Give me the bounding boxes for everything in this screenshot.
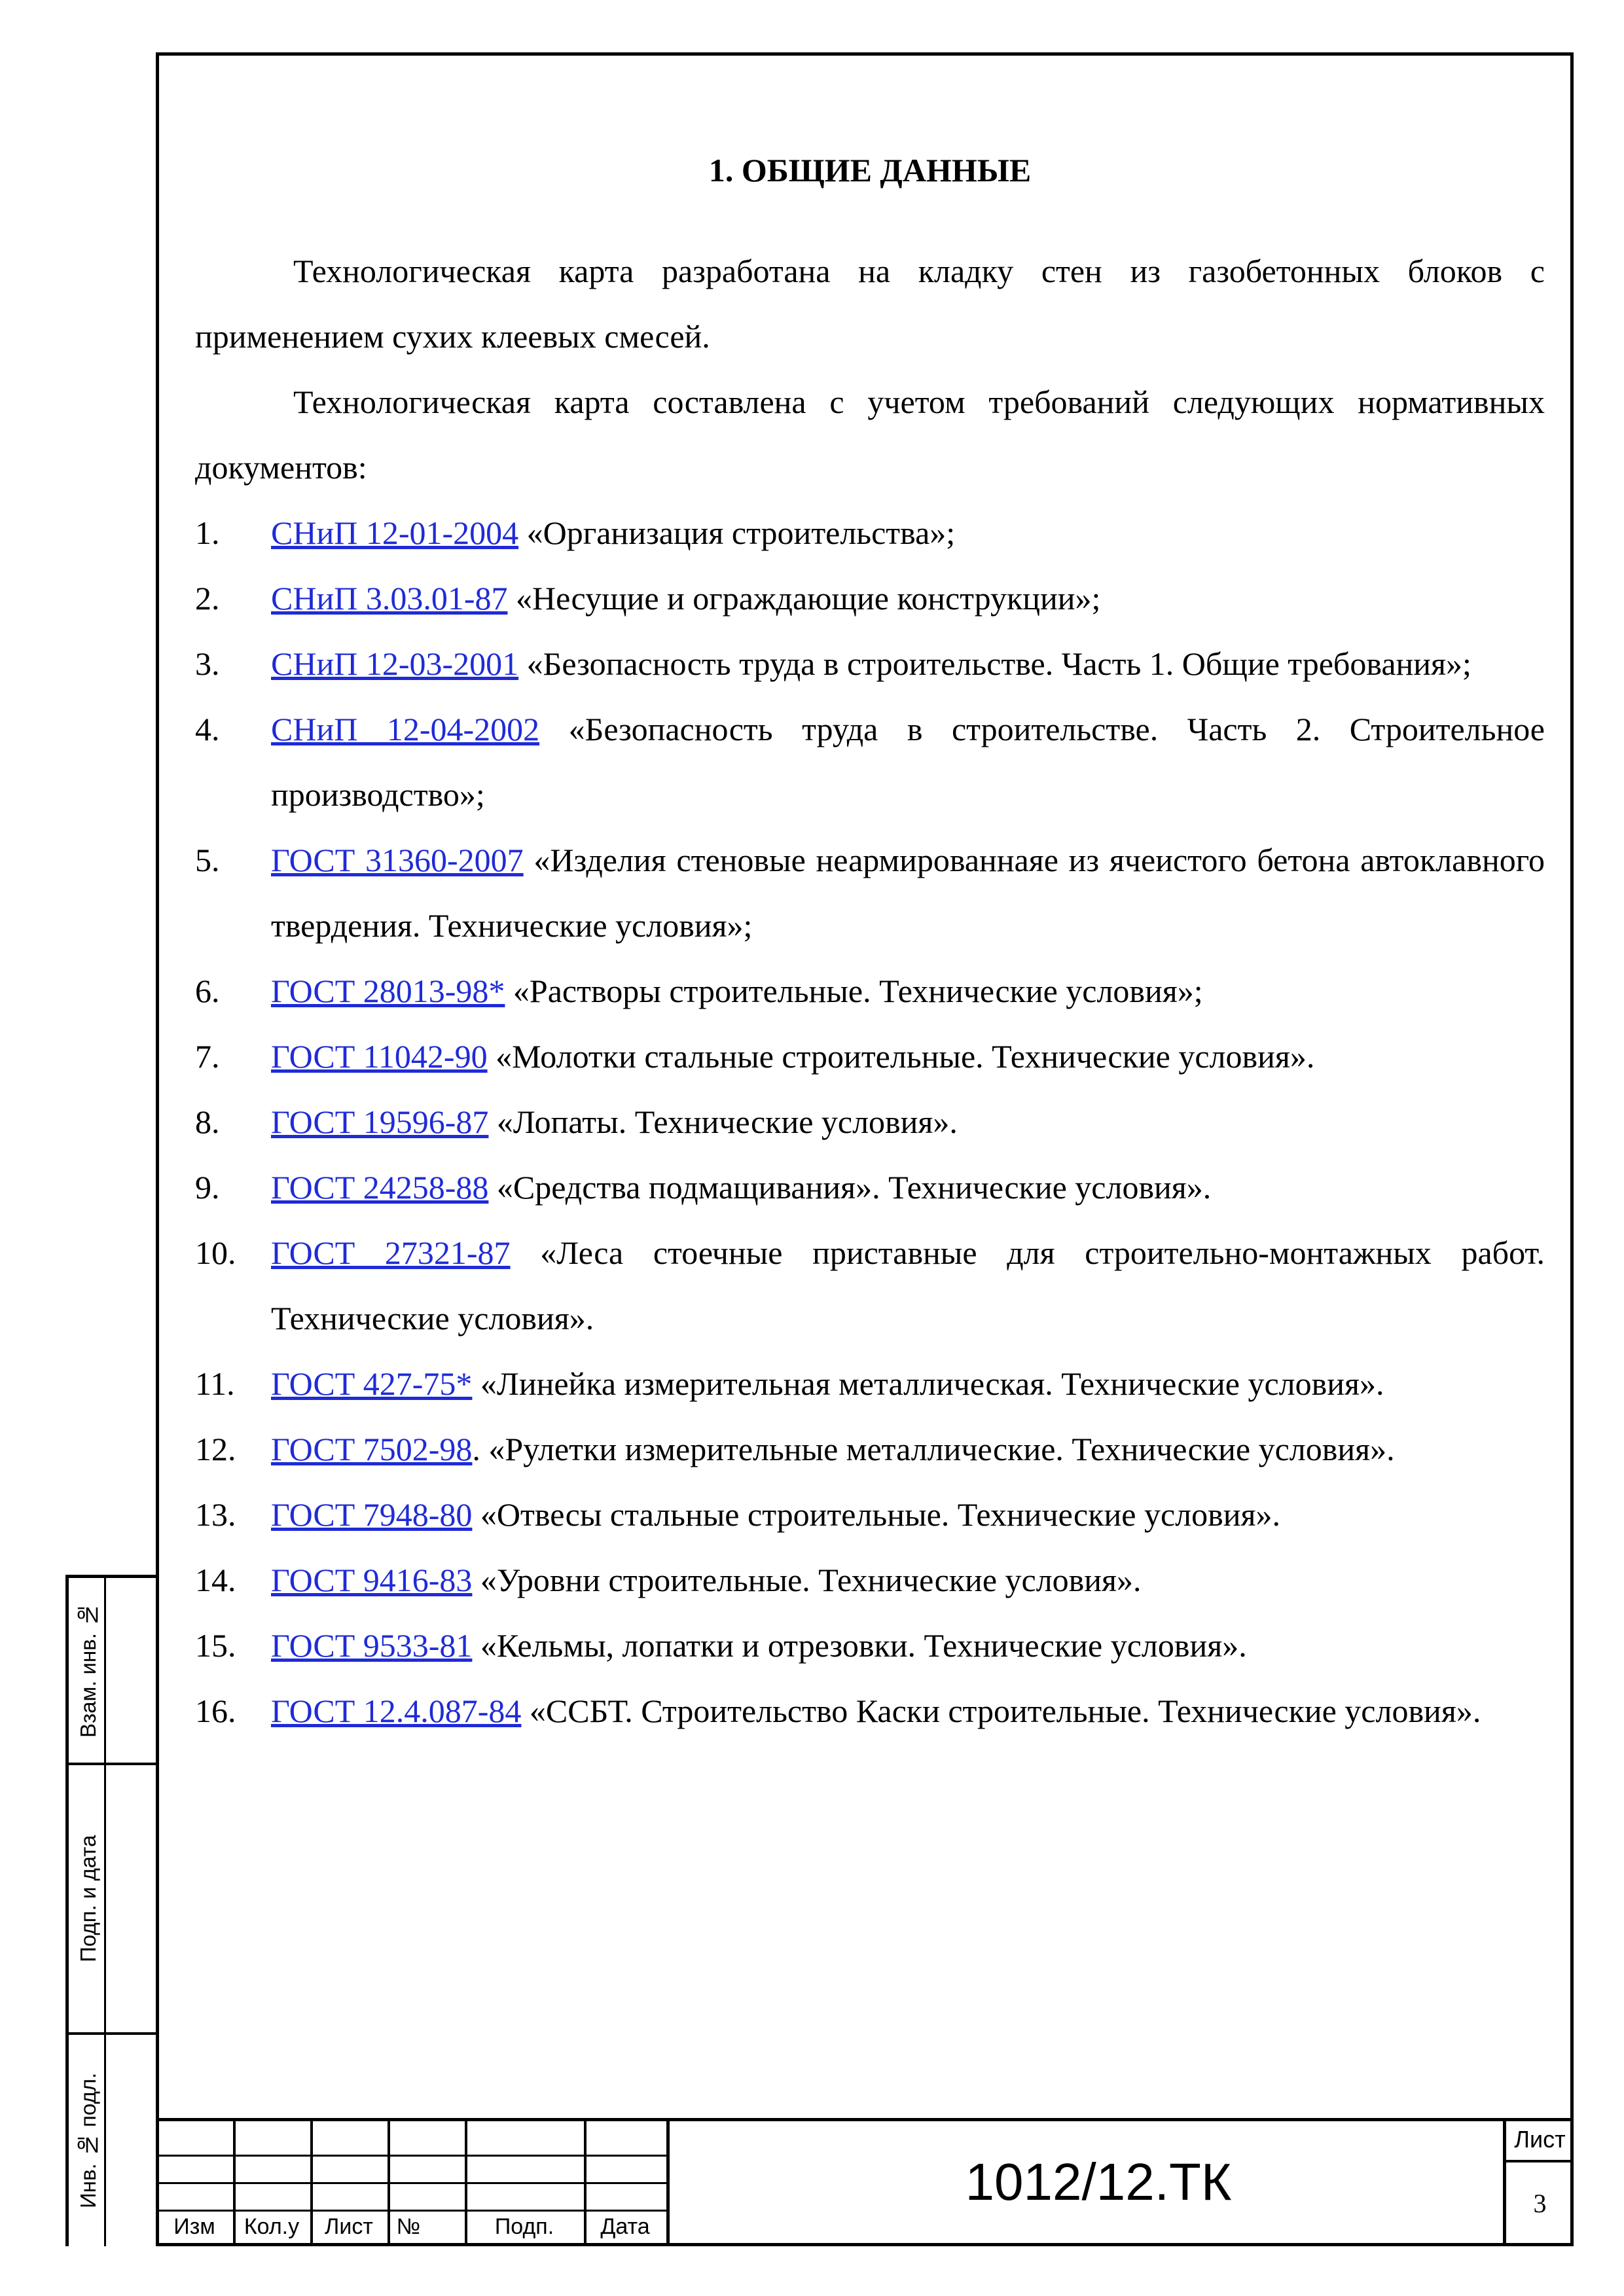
reference-link[interactable]: ГОСТ 19596-87	[271, 1103, 489, 1140]
reference-number: 4.	[195, 711, 220, 747]
sheet-label: Лист	[1514, 2126, 1566, 2153]
reference-title: «Уровни строительные. Технические условия».	[472, 1562, 1142, 1598]
intro-paragraph: Технологическая карта разработана на кладку стен из газобетонных блоков с применением сухих клеевых смесей.	[195, 253, 1545, 355]
reference-link[interactable]: ГОСТ 9533-81	[271, 1627, 473, 1664]
reference-title: «Лопаты. Технические условия».	[488, 1103, 958, 1140]
reference-link[interactable]: ГОСТ 24258-88	[271, 1169, 489, 1206]
reference-link[interactable]: ГОСТ 31360-2007	[271, 842, 524, 878]
reference-title: «Средства подмащивания». Технические условия».	[488, 1169, 1212, 1206]
reference-number: 7.	[195, 1038, 220, 1075]
side-stamp	[65, 1575, 156, 2246]
reference-title: «Линейка измерительная металлическая. Технические условия».	[472, 1365, 1384, 1402]
reference-title: «Растворы строительные. Технические условия»;	[505, 973, 1203, 1009]
col-label-change: Изм	[173, 2214, 215, 2239]
reference-number: 2.	[195, 580, 220, 617]
reference-link[interactable]: ГОСТ 7502-98	[271, 1431, 473, 1467]
reference-number: 15.	[195, 1627, 236, 1664]
side-cell-replacement	[69, 1578, 156, 1765]
side-label-replacement: Взам. инв. №	[76, 1602, 100, 1738]
reference-item	[195, 958, 1545, 1024]
reference-number: 13.	[195, 1496, 236, 1533]
side-cell-signature-date	[69, 1765, 156, 2035]
reference-link[interactable]: ГОСТ 11042-90	[271, 1038, 488, 1075]
reference-item	[195, 631, 1545, 696]
reference-item	[195, 565, 1545, 631]
reference-item	[195, 1024, 1545, 1089]
reference-title: «Кельмы, лопатки и отрезовки. Технические условия».	[472, 1627, 1247, 1664]
reference-link[interactable]: СНиП 12-01-2004	[271, 514, 519, 551]
page-title: 1. ОБЩИЕ ДАННЫЕ	[708, 152, 1032, 188]
reference-number: 5.	[195, 842, 220, 878]
reference-link[interactable]: ГОСТ 7948-80	[271, 1496, 473, 1533]
reference-title: . «Рулетки измерительные металлические. Технические условия».	[472, 1431, 1395, 1467]
reference-item	[195, 1613, 1545, 1678]
reference-title: «Организация строительства»;	[518, 514, 956, 551]
reference-title: «Леса стоечные приставные для строительно-монтажных работ. Технические условия».	[271, 1234, 1545, 1336]
reference-link[interactable]: ГОСТ 27321-87	[271, 1234, 511, 1271]
col-label-number: №	[396, 2214, 421, 2239]
reference-item	[195, 1482, 1545, 1547]
reference-link[interactable]: ГОСТ 28013-98*	[271, 973, 505, 1009]
side-cell-inventory	[69, 2035, 156, 2246]
col-label-date: Дата	[600, 2214, 650, 2239]
reference-link[interactable]: СНиП 12-04-2002	[271, 711, 540, 747]
side-label-inventory: Инв. № подл.	[76, 2072, 100, 2209]
reference-number: 6.	[195, 973, 220, 1009]
reference-number: 10.	[195, 1234, 236, 1271]
reference-number: 14.	[195, 1562, 236, 1598]
reference-item	[195, 1416, 1545, 1482]
col-label-signature: Подп.	[494, 2214, 554, 2239]
reference-title: «Изделия стеновые неармированнаяе из ячеистого бетона автоклавного твердения. Технические условия»;	[271, 842, 1545, 944]
reference-title: «Безопасность труда в строительстве. Часть 2. Строительное производство»;	[271, 711, 1545, 813]
sheet-number: 3	[1533, 2188, 1547, 2218]
reference-item	[195, 1678, 1545, 1744]
reference-item	[195, 1220, 1545, 1351]
reference-number: 16.	[195, 1693, 236, 1729]
reference-number: 9.	[195, 1169, 220, 1206]
title-block	[156, 2118, 1574, 2246]
reference-title: «ССБТ. Строительство Каски строительные. Технические условия».	[521, 1693, 1481, 1729]
reference-title: «Безопасность труда в строительстве. Часть 1. Общие требования»;	[518, 645, 1471, 682]
reference-item	[195, 1547, 1545, 1613]
reference-title: «Отвесы стальные строительные. Технические условия».	[472, 1496, 1280, 1533]
reference-link[interactable]: СНиП 12-03-2001	[271, 645, 519, 682]
reference-item	[195, 696, 1545, 827]
side-label-signature-date: Подп. и дата	[76, 1835, 100, 1963]
requirements-paragraph: Технологическая карта составлена с учетом требований следующих нормативных документов:	[195, 384, 1545, 486]
reference-number: 8.	[195, 1103, 220, 1140]
main-content	[195, 151, 1545, 1744]
reference-number: 3.	[195, 645, 220, 682]
reference-item	[195, 1089, 1545, 1155]
reference-title: «Молотки стальные строительные. Технические условия».	[487, 1038, 1315, 1075]
reference-item	[195, 827, 1545, 958]
reference-item	[195, 1351, 1545, 1416]
reference-link[interactable]: ГОСТ 427-75*	[271, 1365, 473, 1402]
col-label-count: Кол.у	[244, 2214, 300, 2239]
reference-item	[195, 500, 1545, 565]
col-label-sheet: Лист	[325, 2214, 373, 2239]
reference-number: 11.	[195, 1365, 235, 1402]
reference-link[interactable]: СНиП 3.03.01-87	[271, 580, 508, 617]
reference-title: «Несущие и ограждающие конструкции»;	[507, 580, 1101, 617]
revision-grid	[156, 2118, 666, 2246]
sheet-number-box	[1503, 2118, 1574, 2246]
document-code: 1012/12.ТК	[965, 2153, 1232, 2211]
references-list	[195, 500, 1545, 1744]
reference-item	[195, 1155, 1545, 1220]
reference-link[interactable]: ГОСТ 9416-83	[271, 1562, 473, 1598]
reference-number: 12.	[195, 1431, 236, 1467]
reference-link[interactable]: ГОСТ 12.4.087-84	[271, 1693, 522, 1729]
reference-number: 1.	[195, 514, 220, 551]
